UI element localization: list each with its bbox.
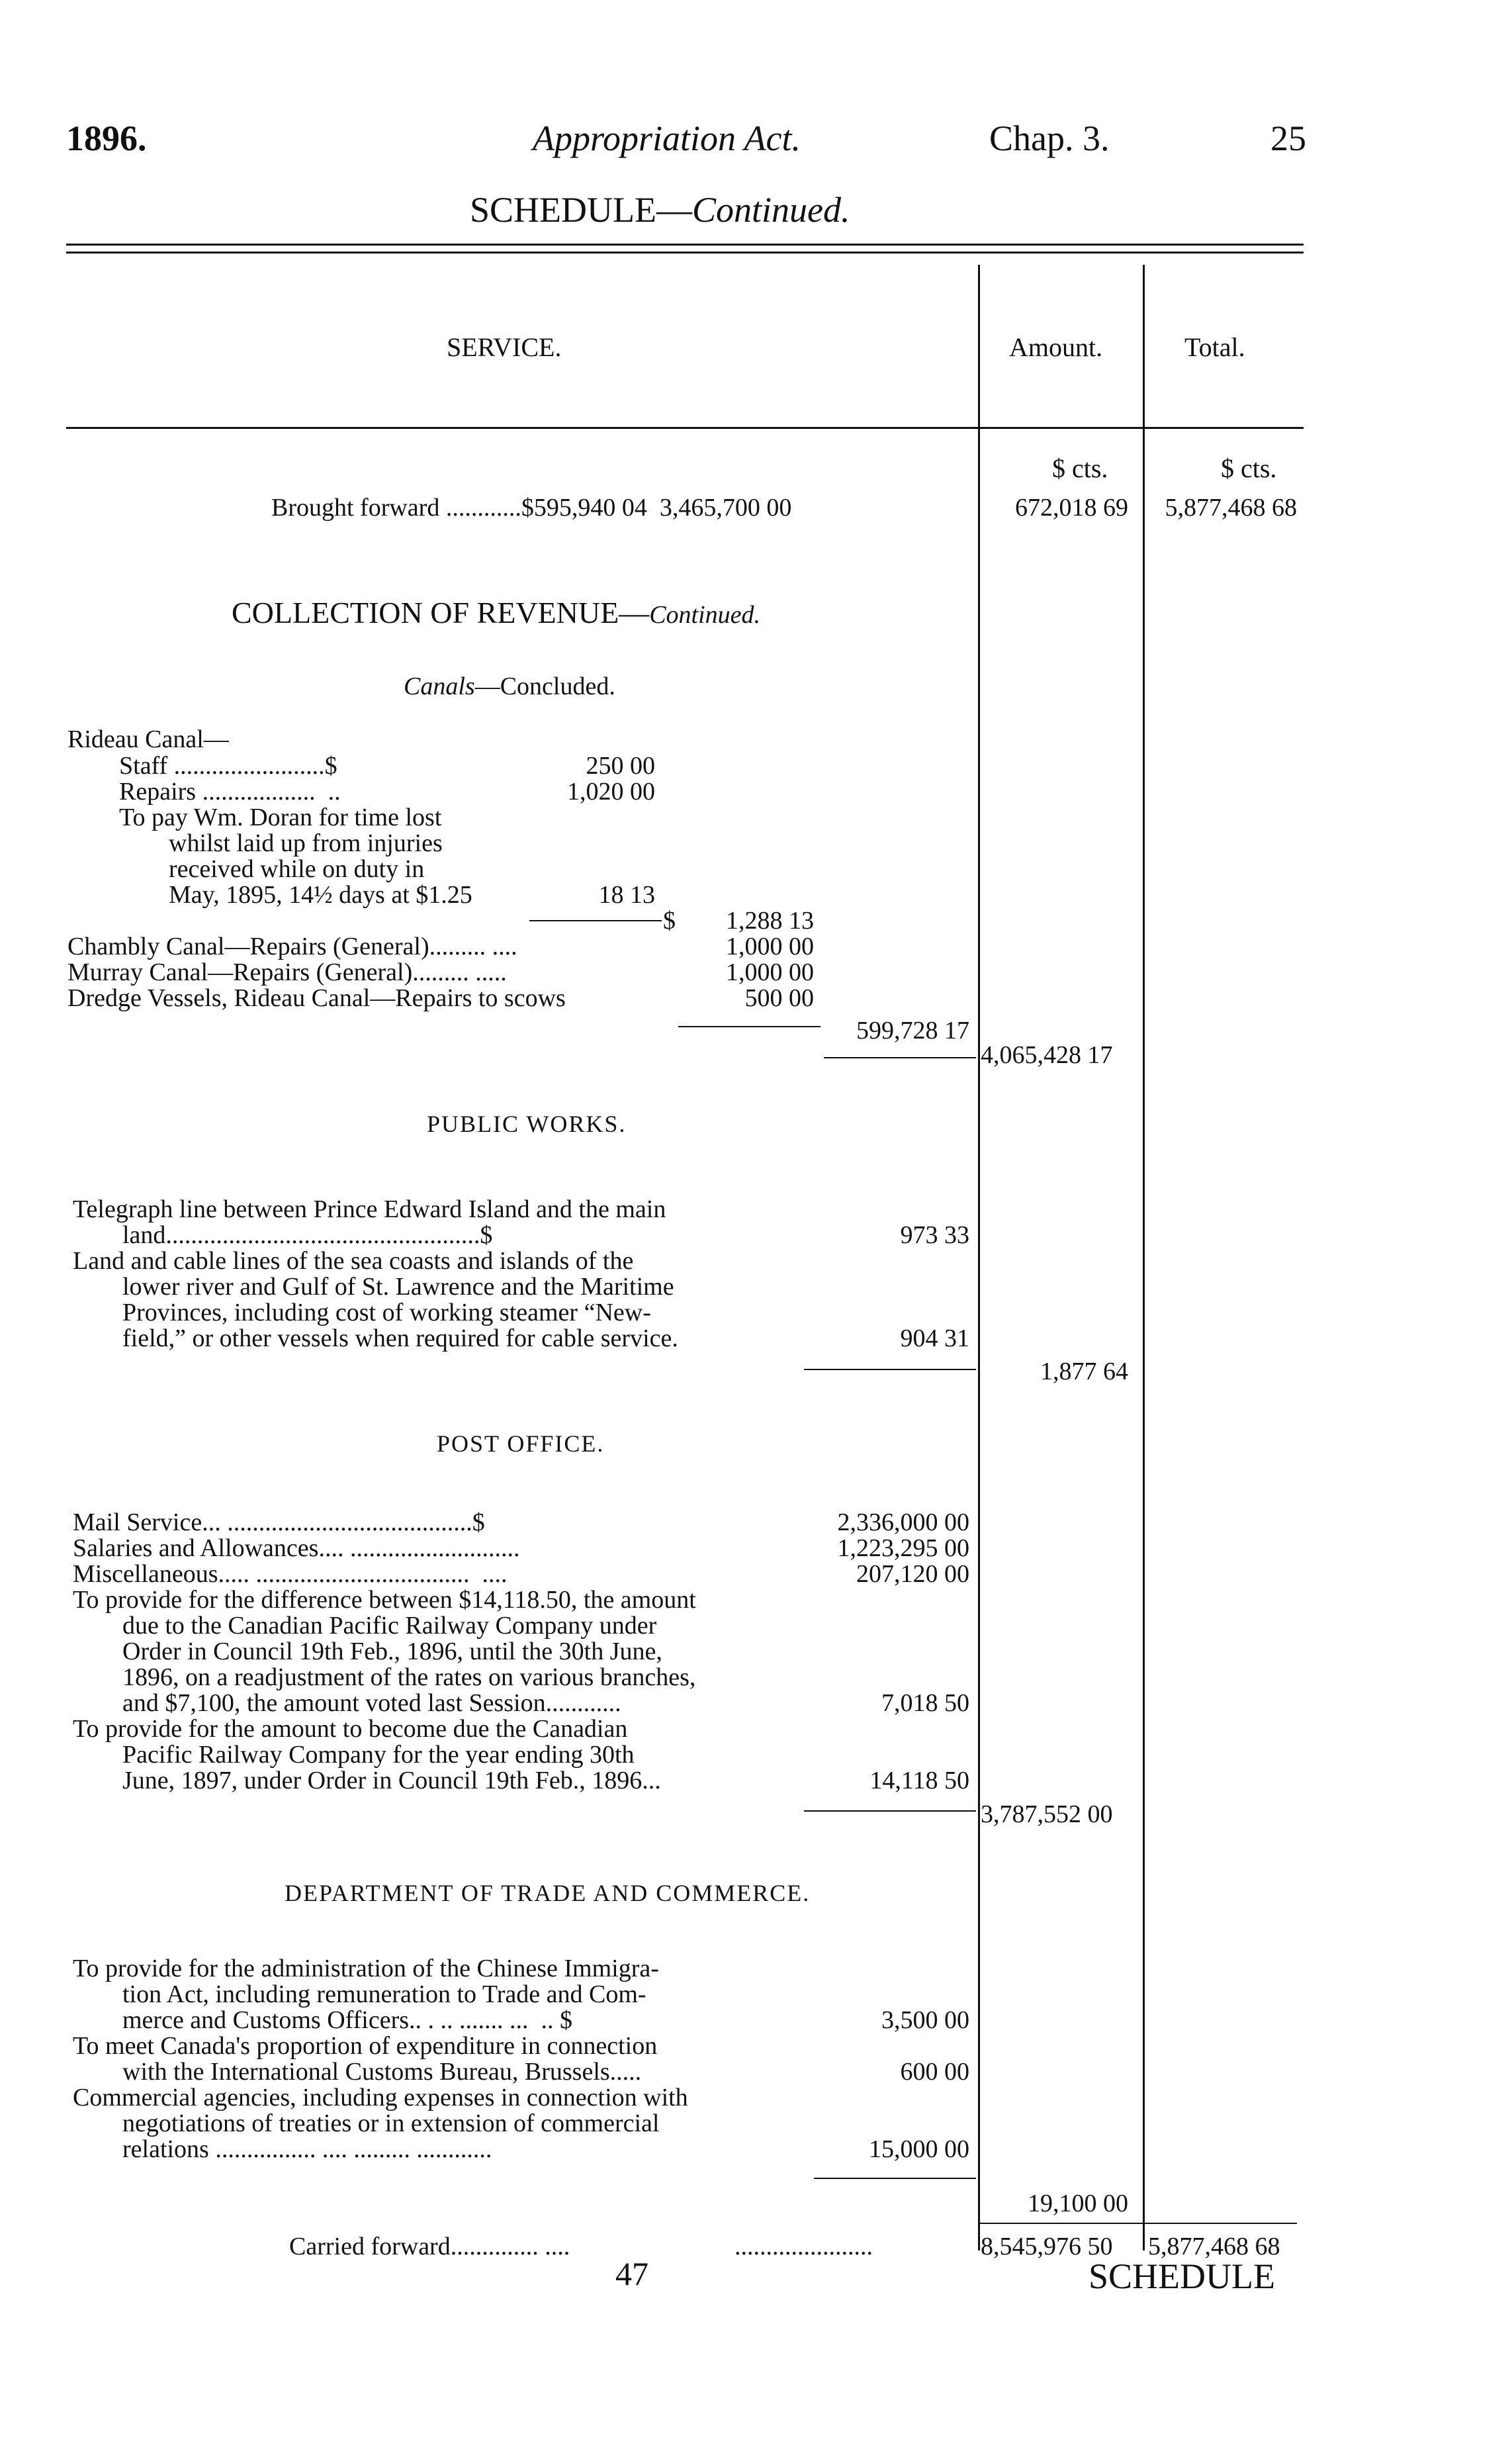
- chinese-line-2: tion Act, including remuneration to Trade and Com-: [122, 1980, 646, 2008]
- cpr2-value: 14,118 50: [869, 1767, 969, 1794]
- agencies-value: 15,000 00: [869, 2135, 969, 2163]
- carried-forward-amount: 8,545,976 50: [981, 2233, 1113, 2260]
- cable-line-1: Land and cable lines of the sea coasts and islands of the: [73, 1247, 634, 1275]
- agencies-line-2: negotiations of treaties or in extension of commercial: [122, 2109, 660, 2137]
- public-works-rule: [804, 1369, 976, 1370]
- rideau-subtotal-rule: [529, 920, 662, 921]
- rideau-staff-label: Staff ........................$: [119, 752, 337, 780]
- carried-forward-label: Carried forward.............. ....: [289, 2233, 570, 2260]
- collection-section-total: 599,728 17: [856, 1017, 969, 1044]
- collection-amount-total: 4,065,428 17: [981, 1041, 1113, 1069]
- post-office-amount-total: 3,787,552 00: [981, 1800, 1113, 1828]
- telegraph-line-2: land..................................................$: [122, 1221, 493, 1249]
- amount-column-rule: [978, 265, 980, 2250]
- year: 1896.: [66, 118, 147, 158]
- cpr-line-3: Order in Council 19th Feb., 1896, until the 30th June,: [122, 1638, 662, 1665]
- rideau-repairs-label: Repairs .................. ..: [119, 778, 341, 806]
- top-rule-2: [66, 252, 1304, 254]
- dredge-value: 500 00: [744, 984, 814, 1012]
- cpr-line-4: 1896, on a readjustment of the rates on various branches,: [122, 1663, 696, 1691]
- rideau-label: Rideau Canal—: [67, 725, 229, 753]
- rideau-repairs-value: 1,020 00: [567, 778, 655, 806]
- cable-line-3: Provinces, including cost of working steamer “New-: [122, 1299, 651, 1326]
- cpr-line-2: due to the Canadian Pacific Railway Company under: [122, 1612, 657, 1640]
- customs-line-2: with the International Customs Bureau, Brussels.....: [122, 2058, 642, 2086]
- trade-rule: [814, 2178, 976, 2179]
- brought-forward-amount: 672,018 69: [1015, 494, 1128, 522]
- post-office-heading: POST OFFICE.: [437, 1430, 605, 1457]
- amount-heading: Amount.: [1009, 332, 1103, 362]
- salaries-label: Salaries and Allowances.... ...........................: [73, 1534, 520, 1562]
- carried-forward-leaders: ......................: [734, 2233, 873, 2260]
- telegraph-line-1: Telegraph line between Prince Edward Island and the main: [73, 1195, 666, 1223]
- chinese-line-1: To provide for the administration of the Chinese Immigra-: [73, 1955, 659, 1982]
- trade-amount-total: 19,100 00: [1028, 2190, 1128, 2217]
- customs-value: 600 00: [900, 2058, 969, 2086]
- schedule-heading: SCHEDULE—Continued.: [470, 190, 850, 230]
- doran-value: 18 13: [598, 881, 655, 909]
- rideau-subtotal-dollar: $: [663, 907, 676, 935]
- chinese-line-3: merce and Customs Officers.. . .. ....... ... .. $: [122, 2006, 573, 2034]
- page-number: 25: [1270, 118, 1306, 158]
- trade-heading: DEPARTMENT OF TRADE AND COMMERCE.: [285, 1880, 811, 1906]
- mail-value: 2,336,000 00: [837, 1508, 969, 1536]
- cpr2-line-3: June, 1897, under Order in Council 19th Feb., 1896...: [122, 1767, 661, 1794]
- cable-line-4: field,” or other vessels when required for cable service.: [122, 1324, 678, 1352]
- doran-line-1: To pay Wm. Doran for time lost: [119, 804, 442, 831]
- total-units: $ cts.: [1221, 453, 1277, 483]
- total-heading: Total.: [1184, 332, 1245, 362]
- public-works-amount-total: 1,877 64: [1040, 1358, 1128, 1385]
- rideau-staff-value: 250 00: [586, 752, 655, 780]
- doran-line-2: whilst laid up from injuries: [169, 829, 443, 857]
- customs-line-1: To meet Canada's proportion of expenditure in connection: [73, 2032, 658, 2060]
- brought-forward-total: 5,877,468 68: [1165, 494, 1297, 522]
- doran-line-4: May, 1895, 14½ days at $1.25: [169, 881, 472, 909]
- chinese-value: 3,500 00: [881, 2006, 969, 2034]
- cpr-line-1: To provide for the difference between $14,118.50, the amount: [73, 1586, 696, 1614]
- chambly-value: 1,000 00: [726, 933, 814, 960]
- collection-items-rule: [678, 1026, 821, 1027]
- agencies-line-3: relations ................ .... ......... ............: [122, 2135, 492, 2163]
- collection-total-rule: [824, 1057, 976, 1058]
- brought-forward-label: Brought forward ............$595,940 04 3,465,700 00: [271, 494, 792, 522]
- public-works-heading: PUBLIC WORKS.: [427, 1111, 627, 1137]
- running-title: Appropriation Act.: [533, 118, 801, 158]
- collection-heading: COLLECTION OF REVENUE—Continued.: [232, 596, 761, 629]
- dredge-label: Dredge Vessels, Rideau Canal—Repairs to scows: [67, 984, 566, 1012]
- carried-forward-total: 5,877,468 68: [1148, 2233, 1280, 2260]
- post-office-rule: [804, 1810, 976, 1812]
- cpr2-line-2: Pacific Railway Company for the year ending 30th: [122, 1741, 635, 1769]
- salaries-value: 1,223,295 00: [837, 1534, 969, 1562]
- total-column-rule: [1143, 265, 1145, 2250]
- cpr-value: 7,018 50: [881, 1689, 969, 1717]
- telegraph-value: 973 33: [900, 1221, 969, 1249]
- cpr2-line-1: To provide for the amount to become due the Canadian: [73, 1715, 628, 1743]
- murray-value: 1,000 00: [726, 958, 814, 986]
- chambly-label: Chambly Canal—Repairs (General)......... ....: [67, 933, 517, 960]
- murray-label: Murray Canal—Repairs (General)......... .....: [67, 958, 507, 986]
- cable-value: 904 31: [900, 1324, 969, 1352]
- agencies-line-1: Commercial agencies, including expenses in connection with: [73, 2084, 688, 2111]
- catchword: SCHEDULE: [1089, 2256, 1275, 2296]
- doran-line-3: received while on duty in: [169, 855, 425, 883]
- cable-line-2: lower river and Gulf of St. Lawrence and the Maritime: [122, 1273, 674, 1301]
- top-rule: [66, 244, 1304, 246]
- chapter: Chap. 3.: [989, 118, 1110, 158]
- misc-value: 207,120 00: [856, 1560, 969, 1588]
- cpr-line-5: and $7,100, the amount voted last Session............: [122, 1689, 621, 1717]
- heading-rule: [66, 427, 1304, 429]
- amount-units: $ cts.: [1052, 453, 1108, 483]
- service-heading: SERVICE.: [447, 332, 562, 362]
- carried-forward-rule: [979, 2223, 1297, 2224]
- misc-label: Miscellaneous..... .................................. ....: [73, 1560, 508, 1588]
- mail-label: Mail Service... .......................................$: [73, 1508, 485, 1536]
- signature-mark: 47: [615, 2255, 648, 2292]
- rideau-subtotal: 1,288 13: [726, 907, 814, 935]
- canals-subheading: Canals—Concluded.: [404, 672, 615, 700]
